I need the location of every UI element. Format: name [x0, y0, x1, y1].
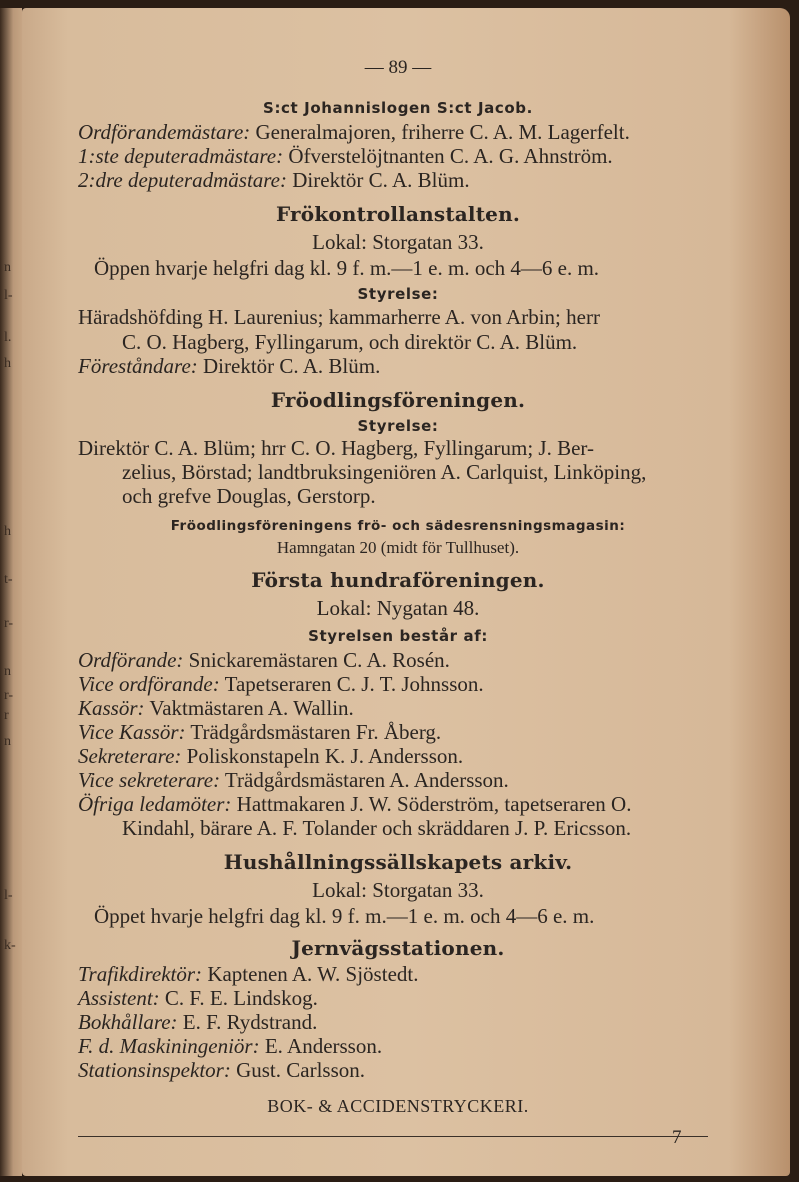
role-label: Trafikdirektör:	[78, 962, 203, 986]
role-label: Öfriga ledamöter:	[78, 792, 232, 816]
margin-char: r-	[4, 688, 14, 703]
role-name: C. F. E. Lindskog.	[159, 986, 318, 1010]
archive-location: Lokal: Storgatan 33.	[312, 878, 484, 902]
dog-club-role-row	[78, 720, 441, 744]
dog-club-role-row	[78, 648, 450, 672]
seed-warehouse-location: Hamngatan 20 (midt för Tullhuset).	[276, 538, 520, 557]
lodge-role-row	[78, 168, 470, 192]
dog-club-role-row	[78, 696, 354, 720]
role-label: F. d. Maskiningeniör:	[78, 1034, 260, 1058]
role-name: E. Andersson.	[259, 1034, 383, 1058]
margin-char: k-	[4, 938, 16, 953]
role-label: Ordförande:	[78, 648, 184, 672]
railway-role-row	[78, 962, 418, 986]
role-label: 2:dre deputeradmästare:	[78, 168, 287, 192]
seed-control-hours: Öppen hvarje helgfri dag kl. 9 f. m.—1 e. m. och 4—6 e. m.	[94, 256, 600, 280]
role-label: Vice ordförande:	[78, 672, 220, 696]
role-name: Tapetseraren C. J. T. Johnsson.	[219, 672, 484, 696]
role-name: Kaptenen A. W. Sjöstedt.	[202, 962, 419, 986]
page-number: — 89 —	[364, 57, 432, 78]
archive-hours: Öppet hvarje helgfri dag kl. 9 f. m.—1 e. m. och 4—6 e. m.	[94, 904, 595, 928]
dog-club-role-row	[78, 744, 463, 768]
margin-char: r	[4, 708, 9, 723]
seed-growing-board-line: zelius, Börstad; landtbruksingeniören A. Carlquist, Linköping,	[122, 460, 647, 484]
role-name: Öfverstelöjtnanten C. A. G. Ahnström.	[283, 144, 613, 168]
role-name: Snickaremästaren C. A. Rosén.	[183, 648, 450, 672]
seed-control-location: Lokal: Storgatan 33.	[312, 230, 484, 254]
footer-rule	[78, 1136, 708, 1137]
margin-char: h	[4, 524, 11, 539]
role-label: Stationsinspektor:	[78, 1058, 231, 1082]
dog-club-role-row	[78, 768, 509, 792]
seed-control-board-line: C. O. Hagberg, Fyllingarum, och direktör C. A. Blüm.	[122, 330, 578, 354]
role-label: Föreståndare:	[78, 354, 198, 378]
role-label: Bokhållare:	[78, 1010, 178, 1034]
seed-warehouse-heading: Fröodlingsföreningens frö- och sädesrensningsmagasin:	[170, 518, 626, 534]
role-name: Hattmakaren J. W. Söderström, tapetseraren O.	[231, 792, 632, 816]
dog-club-title: Första hundraföreningen.	[251, 568, 545, 592]
role-name: Generalmajoren, friherre C. A. M. Lagerfelt.	[250, 120, 630, 144]
railway-role-row	[78, 1034, 382, 1058]
role-label: 1:ste deputeradmästare:	[78, 144, 284, 168]
seed-growing-board-line: Direktör C. A. Blüm; hrr C. O. Hagberg, Fyllingarum; J. Ber-	[78, 436, 594, 460]
dog-club-role-continuation: Kindahl, bärare A. F. Tolander och skräddaren J. P. Ericsson.	[122, 816, 632, 840]
dog-club-role-row	[78, 792, 631, 816]
seed-control-board-line: Häradshöfding H. Laurenius; kammarherre A. von Arbin; herr	[78, 305, 600, 329]
role-name: E. F. Rydstrand.	[177, 1010, 318, 1034]
seed-control-manager	[78, 354, 380, 378]
role-name: Direktör C. A. Blüm.	[197, 354, 381, 378]
role-name: Poliskonstapeln K. J. Andersson.	[181, 744, 464, 768]
seed-growing-board-heading: Styrelse:	[357, 417, 439, 435]
role-name: Trädgårdsmästaren A. Andersson.	[220, 768, 509, 792]
role-label: Kassör:	[78, 696, 145, 720]
railway-title: Jernvägsstationen.	[291, 936, 505, 960]
role-name: Gust. Carlsson.	[230, 1058, 366, 1082]
margin-char: l-	[4, 888, 13, 903]
role-label: Sekreterare:	[78, 744, 182, 768]
role-label: Assistent:	[78, 986, 160, 1010]
role-name: Direktör C. A. Blüm.	[287, 168, 470, 192]
railway-role-row	[78, 986, 318, 1010]
margin-char: l-	[4, 288, 13, 303]
printer-imprint: BOK- & ACCIDENSTRYCKERI.	[267, 1096, 529, 1116]
archive-title: Hushållningssällskapets arkiv.	[223, 850, 573, 874]
lodge-role-row	[78, 120, 630, 144]
margin-char: n	[4, 664, 11, 679]
margin-char: r-	[4, 616, 14, 631]
margin-char: t-	[4, 572, 13, 587]
lodge-title: S:ct Johannislogen S:ct Jacob.	[263, 99, 533, 117]
railway-role-row	[78, 1058, 365, 1082]
seed-growing-board-line: och grefve Douglas, Gerstorp.	[122, 484, 376, 508]
margin-char: l.	[4, 330, 12, 345]
railway-role-row	[78, 1010, 317, 1034]
role-label: Vice Kassör:	[78, 720, 186, 744]
lodge-role-row	[78, 144, 613, 168]
dog-club-location: Lokal: Nygatan 48.	[316, 596, 480, 620]
margin-char: n	[4, 734, 11, 749]
margin-char: n	[4, 260, 11, 275]
role-label: Vice sekreterare:	[78, 768, 221, 792]
margin-char: h	[4, 356, 11, 371]
role-label: Ordförandemästare:	[78, 120, 251, 144]
dog-club-role-row	[78, 672, 484, 696]
seed-control-board-heading: Styrelse:	[357, 285, 439, 303]
role-name: Trädgårdsmästaren Fr. Åberg.	[185, 720, 442, 744]
dog-club-board-heading: Styrelsen består af:	[308, 627, 488, 645]
seed-growing-title: Fröodlingsföreningen.	[270, 388, 526, 412]
seed-control-title: Frökontrollanstalten.	[276, 202, 520, 226]
signature-mark: 7	[672, 1127, 682, 1148]
role-name: Vaktmästaren A. Wallin.	[144, 696, 354, 720]
adjacent-page-edge	[0, 8, 22, 1176]
